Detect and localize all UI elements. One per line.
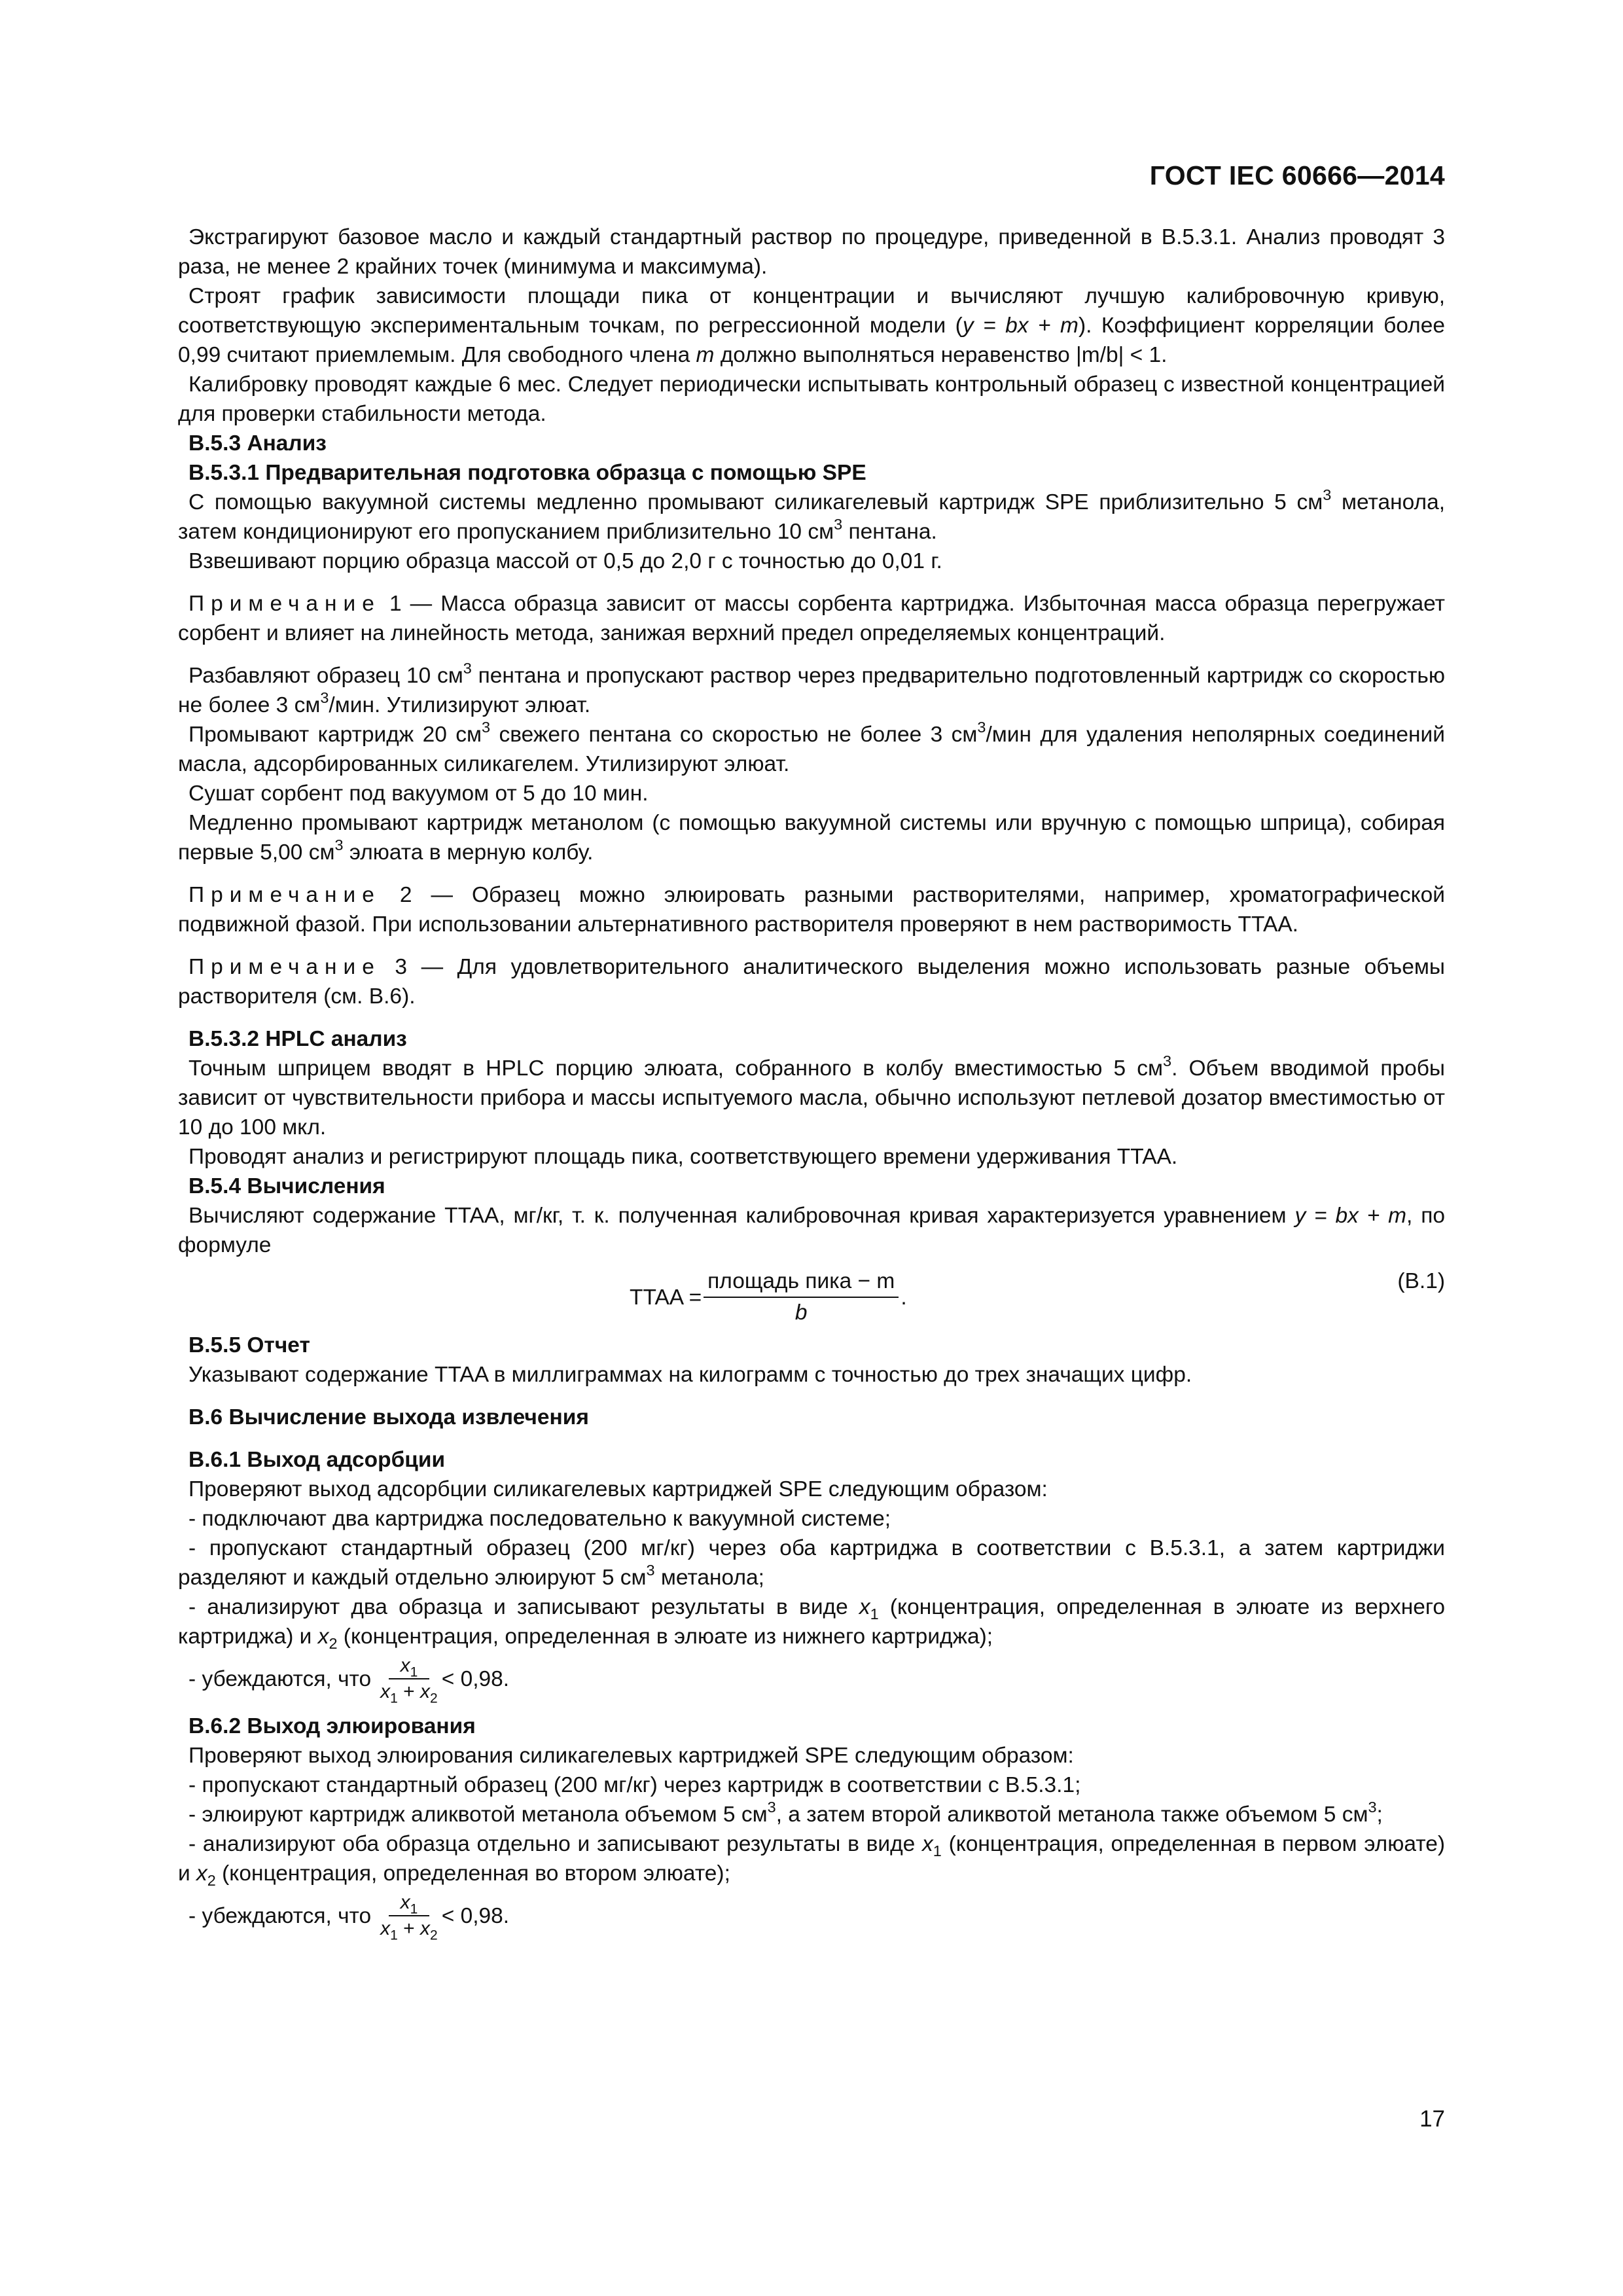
paragraph: Сушат сорбент под вакуумом от 5 до 10 мин.	[188, 781, 649, 806]
paragraph: Указывают содержание TTAA в миллиграммах на килограмм с точностью до трех значащих цифр.	[188, 1363, 1192, 1387]
formula-denominator: b	[794, 1300, 808, 1325]
note: Примечание 2 — Образец можно элюировать разными растворителями, например, хроматографической подвижной фазой. При использовании альтернативного растворителя проверяют в нем растворимость TTAA.	[178, 883, 1445, 937]
formula-body: TTAA = $\frac{\text{площадь пика − m}}{b}$ .	[630, 1268, 907, 1327]
page-number: 17	[1419, 2106, 1445, 2132]
list-item: - анализируют два образца и записывают результаты в виде $x_1$ (концентрация, определенная в элюате из верхнего картриджа) и $x_2$ (концентрация, определенная в элюате из нижнего картриджа);	[178, 1595, 1445, 1653]
section-heading: B.6.2 Выход элюирования	[188, 1714, 476, 1738]
paragraph: Взвешивают порцию образца массой от 0,5 до 2,0 г с точностью до 0,01 г.	[188, 549, 942, 573]
paragraph: Проводят анализ и регистрируют площадь пика, соответствующего времени удерживания TTAA.	[188, 1145, 1178, 1169]
section-heading: B.5.3 Анализ	[188, 431, 327, 456]
list-item: - элюируют картридж аликвотой метанола объемом 5 $см^3$, а затем второй аликвотой метанола также объемом 5 $см^3$;	[188, 1798, 1383, 1827]
section-heading: B.5.3.1 Предварительная подготовка образца с помощью SPE	[188, 461, 866, 485]
section-heading: B.5.5 Отчет	[188, 1333, 310, 1357]
formula-numerator: площадь пика − m	[704, 1268, 899, 1298]
list-item: - убеждаются, что $\frac{x_1}{x_1 + x_2}$ < 0,98.	[188, 1655, 510, 1706]
section-heading: B.5.3.2 HPLC анализ	[188, 1027, 407, 1051]
paragraph: Медленно промывают картридж метанолом (с помощью вакуумной системы или вручную с помощью шприца), собирая первые 5,00 $см^3$ элюата в мерную колбу.	[178, 811, 1445, 865]
paragraph: Проверяют выход элюирования силикагелевых картриджей SPE следующим образом:	[188, 1744, 1074, 1768]
section-heading: B.5.4 Вычисления	[188, 1174, 385, 1198]
standard-designation: ГОСТ IEC 60666—2014	[1149, 160, 1445, 190]
paragraph: Точным шприцем вводят в HPLC порцию элюата, собранного в колбу вместимостью 5 $см^3$. Объем вводимой пробы зависит от чувствительности прибора и массы испытуемого масла, обычно используют петлевой дозатор вместимостью от 10 до 100 мкл.	[178, 1052, 1445, 1139]
paragraph: Экстрагируют базовое масло и каждый стандартный раствор по процедуре, приведенной в B.5.3.1. Анализ проводят 3 раза, не менее 2 крайних точек (минимума и максимума).	[178, 225, 1445, 279]
paragraph: Разбавляют образец 10 $см^3$ пентана и пропускают раствор через предварительно подготовленный картридж со скоростью не более 3 $см^3$/мин. Утилизируют элюат.	[178, 659, 1445, 717]
paragraph: Калибровку проводят каждые 6 мес. Следует периодически испытывать контрольный образец с известной концентрацией для проверки стабильности метода.	[178, 372, 1445, 426]
formula-b1	[178, 1265, 1445, 1331]
list-item: - убеждаются, что $\frac{x_1}{x_1 + x_2}$ < 0,98.	[188, 1892, 510, 1943]
paragraph: С помощью вакуумной системы медленно промывают силикагелевый картридж SPE приблизительно 5 $см^3$ метанола, затем кондиционируют его пропусканием приблизительно 10 $см^3$ пентана.	[178, 486, 1446, 544]
paragraph: Строят график зависимости площади пика от концентрации и вычисляют лучшую калибровочную кривую, соответствующую экспериментальным точкам, по регрессионной модели (y = bx + m). Коэффициент корреляции более 0,99 считают приемлемым. Для свободного члена m должно выполняться неравенство |m/b| < 1.	[178, 284, 1445, 367]
section-heading: B.6.1 Выход адсорбции	[188, 1448, 446, 1472]
list-item: - анализируют оба образца отдельно и записывают результаты в виде $x_1$ (концентрация, определенная в первом элюате) и $x_2$ (концентрация, определенная во втором элюате);	[178, 1832, 1445, 1890]
paragraph: Проверяют выход адсорбции силикагелевых картриджей SPE следующим образом:	[188, 1477, 1048, 1501]
list-item: - пропускают стандартный образец (200 мг/кг) через картридж в соответствии с B.5.3.1;	[188, 1773, 1081, 1797]
section-heading: B.6 Вычисление выхода извлечения	[188, 1405, 589, 1429]
note: Примечание 1 — Масса образца зависит от массы сорбента картриджа. Избыточная масса образца перегружает сорбент и влияет на линейность метода, занижая верхний предел определяемых концентраций.	[178, 592, 1445, 645]
ratio-fraction: $\frac{x_1}{x_1 + x_2}$	[380, 1655, 438, 1706]
formula-number: (B.1)	[1397, 1269, 1445, 1293]
list-item: - пропускают стандартный образец (200 мг/кг) через оба картриджа в соответствии с B.5.3.1, а затем картриджи разделяют и каждый отдельно элюируют 5 $см^3$ метанола;	[178, 1536, 1445, 1590]
paragraph: Вычисляют содержание TTAA, мг/кг, т. к. полученная калибровочная кривая характеризуется уравнением y = bx + m, по формуле	[178, 1204, 1445, 1257]
formula-fraction	[704, 1268, 899, 1327]
paragraph: Промывают картридж 20 $см^3$ свежего пентана со скоростью не более 3 $см^3$/мин для удаления неполярных соединений масла, адсорбированных силикагелем. Утилизируют элюат.	[178, 718, 1445, 776]
list-item: - подключают два картриджа последовательно к вакуумной системе;	[188, 1507, 891, 1531]
formula-lhs: TTAA =	[630, 1285, 702, 1310]
ratio-fraction: $\frac{x_1}{x_1 + x_2}$	[380, 1892, 438, 1943]
note: Примечание 3 — Для удовлетворительного аналитического выделения можно использовать разные объемы растворителя (см. B.6).	[178, 955, 1445, 1009]
page-content	[178, 223, 1445, 1941]
